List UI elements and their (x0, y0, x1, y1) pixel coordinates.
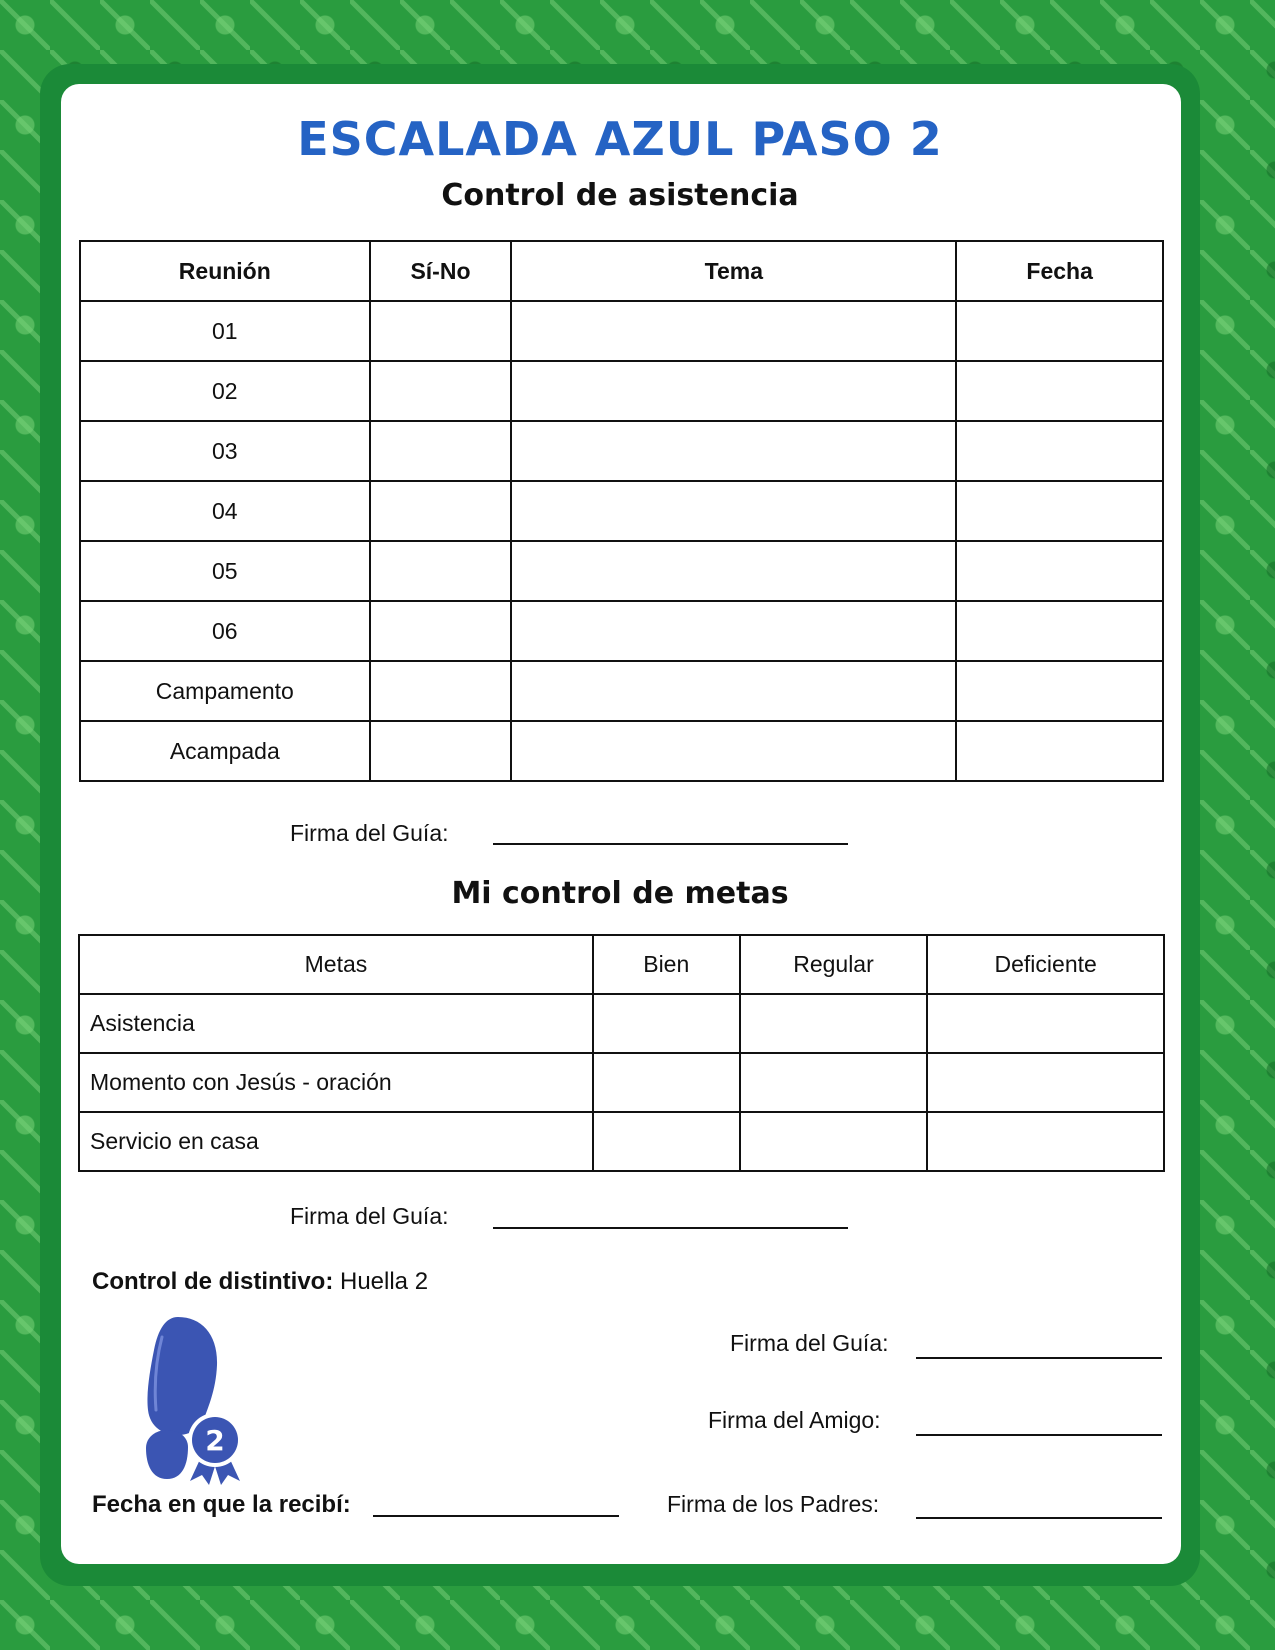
topic-cell[interactable] (511, 541, 956, 601)
topic-cell[interactable] (511, 601, 956, 661)
table-row (79, 994, 1164, 1053)
topic-cell[interactable] (511, 301, 956, 361)
table-row (80, 541, 1163, 601)
date-cell[interactable] (956, 421, 1163, 481)
rating-cell[interactable] (593, 994, 740, 1053)
guide-signature-line[interactable] (916, 1357, 1162, 1359)
meeting-label: 06 (80, 601, 370, 661)
table-row (80, 601, 1163, 661)
table-header-row (79, 935, 1164, 994)
topic-cell[interactable] (511, 721, 956, 781)
meeting-label: 05 (80, 541, 370, 601)
column-header: Metas (79, 935, 593, 994)
meeting-label: Acampada (80, 721, 370, 781)
attendance-cell[interactable] (370, 661, 512, 721)
goals-table (78, 934, 1165, 1172)
rating-cell[interactable] (593, 1112, 740, 1171)
goals-heading: Mi control de metas (451, 876, 789, 911)
table-row (79, 1112, 1164, 1171)
rating-cell[interactable] (927, 1053, 1164, 1112)
rating-cell[interactable] (927, 1112, 1164, 1171)
meeting-label: 01 (80, 301, 370, 361)
date-cell[interactable] (956, 601, 1163, 661)
column-header: Tema (511, 241, 956, 301)
attendance-cell[interactable] (370, 301, 512, 361)
rating-cell[interactable] (927, 994, 1164, 1053)
table-row (80, 481, 1163, 541)
attendance-heading: Control de asistencia (441, 178, 799, 213)
attendance-cell[interactable] (370, 481, 512, 541)
rating-cell[interactable] (740, 994, 928, 1053)
parents-signature-label: Firma de los Padres: (667, 1491, 880, 1517)
topic-cell[interactable] (511, 361, 956, 421)
footprint-badge-icon (130, 1315, 265, 1485)
badge-control-label: Control de distintivo: (92, 1268, 334, 1295)
column-header: Sí-No (370, 241, 512, 301)
goal-label: Servicio en casa (79, 1112, 593, 1171)
attendance-table (79, 240, 1164, 782)
goal-label: Asistencia (79, 994, 593, 1053)
table-row (80, 301, 1163, 361)
table-row (80, 721, 1163, 781)
meeting-label: 03 (80, 421, 370, 481)
attendance-signature-label: Firma del Guía: (290, 820, 449, 846)
attendance-cell[interactable] (370, 421, 512, 481)
goal-label: Momento con Jesús - oración (79, 1053, 593, 1112)
table-row (80, 421, 1163, 481)
goals-signature-line[interactable] (493, 1227, 848, 1229)
friend-signature-label: Firma del Amigo: (708, 1407, 881, 1433)
date-cell[interactable] (956, 721, 1163, 781)
badge-control (92, 1268, 428, 1296)
topic-cell[interactable] (511, 421, 956, 481)
column-header: Regular (740, 935, 928, 994)
date-cell[interactable] (956, 481, 1163, 541)
attendance-cell[interactable] (370, 361, 512, 421)
table-header-row (80, 241, 1163, 301)
goals-signature-label: Firma del Guía: (290, 1203, 449, 1229)
column-header: Deficiente (927, 935, 1164, 994)
attendance-signature-line[interactable] (493, 843, 848, 845)
attendance-cell[interactable] (370, 601, 512, 661)
attendance-cell[interactable] (370, 541, 512, 601)
rating-cell[interactable] (740, 1112, 928, 1171)
page-title: ESCALADA AZUL PASO 2 (297, 112, 943, 166)
table-row (80, 361, 1163, 421)
badge-number: 2 (205, 1424, 225, 1457)
rating-cell[interactable] (740, 1053, 928, 1112)
column-header: Bien (593, 935, 740, 994)
topic-cell[interactable] (511, 661, 956, 721)
parents-signature-line[interactable] (916, 1517, 1162, 1519)
table-row (80, 661, 1163, 721)
received-date-label: Fecha en que la recibí: (92, 1491, 351, 1518)
column-header: Reunión (80, 241, 370, 301)
date-cell[interactable] (956, 301, 1163, 361)
table-row (79, 1053, 1164, 1112)
guide-signature-label: Firma del Guía: (730, 1330, 889, 1356)
topic-cell[interactable] (511, 481, 956, 541)
rating-cell[interactable] (593, 1053, 740, 1112)
column-header: Fecha (956, 241, 1163, 301)
date-cell[interactable] (956, 361, 1163, 421)
received-date-line[interactable] (373, 1515, 619, 1517)
badge-name: Huella 2 (339, 1268, 429, 1295)
meeting-label: Campamento (80, 661, 370, 721)
meeting-label: 04 (80, 481, 370, 541)
friend-signature-line[interactable] (916, 1434, 1162, 1436)
date-cell[interactable] (956, 661, 1163, 721)
attendance-cell[interactable] (370, 721, 512, 781)
meeting-label: 02 (80, 361, 370, 421)
date-cell[interactable] (956, 541, 1163, 601)
